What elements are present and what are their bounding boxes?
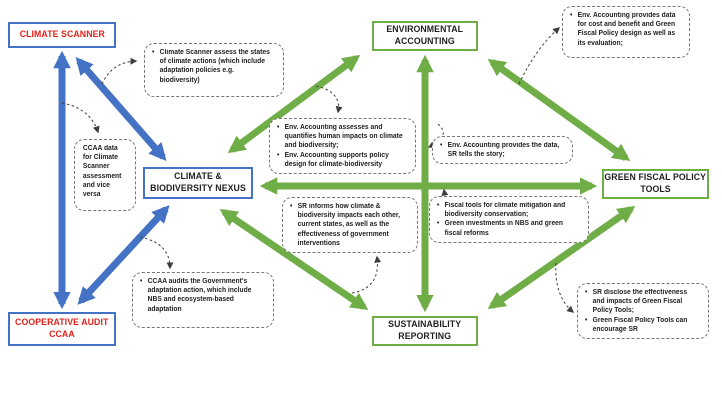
note-line: • Env. Accounting provides the data, SR tells the story;: [439, 141, 560, 159]
connector-envacc-nexus-note: [316, 86, 339, 112]
node-cooperative-audit-ccaa: [8, 312, 116, 346]
node-label-line: SUSTAINABILITY: [388, 319, 462, 330]
note-line: • Green Fiscal Policy Tools can encourage SR: [584, 316, 696, 334]
note-climate-scanner: [144, 43, 284, 97]
connector-ccaa-audit-note: [140, 237, 170, 268]
node-climate-scanner: [8, 22, 116, 48]
node-sustainability-reporting: [372, 316, 478, 346]
node-green-fiscal-policy-tools: [602, 169, 709, 199]
note-line: • SR informs how climate & biodiversity impacts each other, current states, as well as the effectiveness of government interventions: [289, 202, 405, 248]
connector-sr-gfpt-note: [556, 263, 573, 312]
node-climate-biodiversity-nexus: [143, 167, 253, 199]
note-envacc-gfpt: [562, 6, 690, 58]
note-sr-nexus: [282, 197, 418, 253]
note-ccaa-scanner: [74, 139, 136, 211]
node-label-line: GREEN FISCAL POLICY: [604, 172, 707, 183]
node-label-line: ACCOUNTING: [394, 36, 456, 47]
note-line: • Env. Accounting assesses and quantifies human impacts on climate and biodiversity;: [276, 123, 403, 151]
note-line: • CCAA audits the Government's adaptation action, which include NBS and ecosystem-based adaptation: [139, 277, 261, 314]
note-envacc-sr: [432, 136, 573, 164]
connector-climate-scanner-note: [102, 61, 136, 84]
note-line: • Env. Accounting supports policy design for climate-biodiversity: [276, 151, 403, 169]
note-line: • SR disclose the effectiveness and impacts of Green Fiscal Policy Tools;: [584, 288, 696, 316]
note-ccaa-audit: [132, 272, 274, 328]
node-label-line: REPORTING: [398, 331, 452, 342]
note-sr-gfpt: [577, 283, 709, 339]
note-line: • Green investments in NBS and green fiscal reforms: [436, 219, 575, 237]
note-envacc-nexus: [269, 118, 416, 174]
node-label-line: CLIMATE &: [174, 171, 222, 182]
node-label-line: TOOLS: [640, 184, 671, 195]
node-label-line: CLIMATE SCANNER: [19, 29, 105, 40]
connector-sr-nexus-note: [352, 257, 377, 293]
note-line: CCAA data for Climate Scanner assessment and vice versa: [82, 145, 122, 199]
note-line: • Env. Accounting provides data for cost and benefit and Green Fiscal Policy design as well as its evaluation;: [569, 11, 677, 48]
node-label-line: CCAA: [49, 329, 75, 340]
node-label-line: COOPERATIVE AUDIT: [15, 317, 109, 328]
connector-envacc-gfpt-note: [519, 28, 559, 84]
note-line: • Fiscal tools for climate mitigation and biodiversity conservation;: [436, 201, 575, 219]
node-label-line: ENVIRONMENTAL: [386, 24, 464, 35]
note-line: • Climate Scanner assess the states of climate actions (which include adaptation policies e.g. biodiversity): [151, 48, 271, 85]
note-gfpt-nexus: [429, 196, 589, 243]
connector-ccaa-scanner-note: [62, 103, 98, 132]
node-environmental-accounting: [372, 21, 478, 51]
node-label-line: BIODIVERSITY NEXUS: [150, 183, 246, 194]
